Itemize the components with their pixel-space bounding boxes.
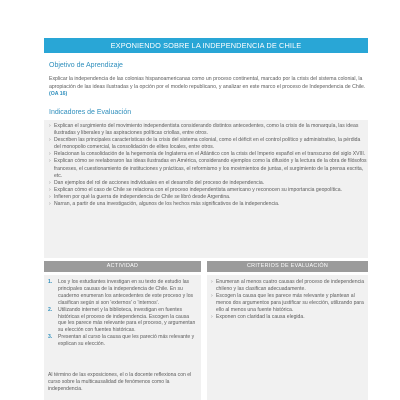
criteria-cell: [207, 275, 368, 400]
indicator-item: › Describen las principales características de la crisis del sistema colonial, como el déficit en el control político y administrativo, la pérdida del monopolio comercial, la consolidación de elites locales, entre otros.: [49, 137, 367, 151]
indicator-item: › Dan ejemplos del rol de acciones individuales en el desarrollo del proceso de independencia.: [49, 180, 367, 187]
activity-text: Los y los estudiantes investigan en su texto de estudio las principales causas de la independencia de Chile. En su cuaderno enumeran los antecedentes de este proceso y los clasifican según si son 'externos' o 'internos'.: [58, 279, 194, 306]
activity-number: 1.: [48, 279, 53, 285]
activity-table: [44, 261, 368, 400]
criteria-item: › Escogen la causa que les parece más relevante y plantean al menos dos argumentos para justificar su elección, utilizando para ello al menos una fuente histórica.: [211, 293, 367, 314]
page-banner-title: EXPONIENDO SOBRE LA INDEPENDENCIA DE CHILE: [44, 38, 368, 53]
criteria-column-header: CRITERIOS DE EVALUACIÓN: [207, 261, 368, 272]
indicators-list: [49, 123, 367, 208]
activity-closing-text: Al término de las exposiciones, el o la docente reflexiona con el curso sobre la multicausalidad de fenómenos como la independencia.: [48, 372, 192, 392]
activity-cell: [44, 275, 201, 400]
indicator-item: › Narran, a partir de una investigación, algunos de los hechos más significativos de la independencia.: [49, 201, 367, 208]
activity-number: 2.: [48, 306, 53, 313]
objective-code: (OA 16): [49, 91, 68, 97]
indicator-item: › Explican cómo el caso de Chile se relaciona con el proceso independentista americano y reconocen su importancia geopolítica.: [49, 187, 367, 194]
activity-list: [48, 279, 198, 348]
objective-heading: Objetivo de Aprendizaje: [49, 62, 123, 69]
objective-text: [49, 76, 367, 99]
activity-column-header: ACTIVIDAD: [44, 261, 201, 272]
indicators-heading: Indicadores de Evaluación: [49, 109, 132, 116]
activity-text: Utilizando internet y la biblioteca, investigan en fuentes históricas el proceso de independencia. Escogen la causa que les parece más relevante para el proceso, y argumentan su elección con fuentes históricas.: [58, 306, 196, 334]
indicator-item: › Explican el surgimiento del movimiento independentista considerando distintos antecedentes, como la crisis de la monarquía, las ideas ilustradas y liberales y las aspiraciones políticas criollas, entre otros.: [49, 123, 367, 137]
activity-text: Presentan al curso la causa que les pareció más relevante y explican su elección.: [58, 334, 195, 348]
activity-item: [48, 307, 198, 335]
criteria-list: [211, 279, 367, 320]
objective-body: Explicar la independencia de las colonias hispanoamericanas como un proceso continental, marcado por la crisis del sistema colonial, la apropiación de las ideas ilustradas y la opción por el modelo republicano, y analizar en este marco el proceso de Independencia de Chile.: [49, 76, 366, 90]
indicator-item: › Relacionan la consolidación de la hegemonía de Inglaterra en el Atlántico con la crisis del Imperio español en el transcurso del siglo XVIII.: [49, 151, 367, 158]
criteria-item: › Exponen con claridad la causa elegida.: [211, 314, 367, 321]
indicator-item: › Explican cómo se reelaboraron las ideas ilustradas en América, considerando ejemplos como la difusión y la lectura de la obra de filósofos franceses, el cuestionamiento de instituciones y prácticas, el reformismo y los movimientos de juntas, el surgimiento de la prensa escrita, etc.: [49, 158, 367, 179]
activity-number: 3.: [48, 334, 53, 341]
activity-item: [48, 279, 198, 307]
activity-item: [48, 334, 198, 348]
indicator-item: › Infieren por qué la guerra de independencia de Chile se libró desde Argentina.: [49, 194, 367, 201]
criteria-item: › Enumeran al menos cuatro causas del proceso de independencia chileno y las clasifican adecuadamente.: [211, 279, 367, 293]
